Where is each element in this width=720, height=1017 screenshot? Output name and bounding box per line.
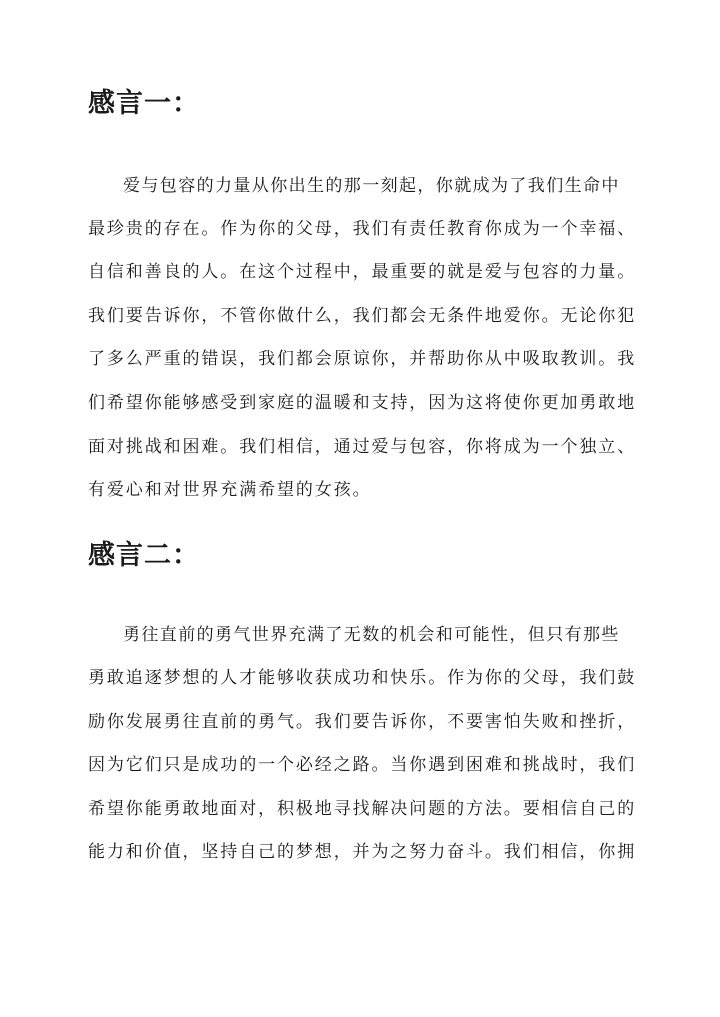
section-1-line-6: 们希望你能够感受到家庭的温暖和支持，因为这将使你更加勇敢地 bbox=[88, 393, 637, 413]
section-2-line-3: 励你发展勇往直前的勇气。我们要告诉你，不要害怕失败和挫折， bbox=[88, 712, 637, 732]
section-1-line-1: 爱与包容的力量从你出生的那一刻起，你就成为了我们生命中 bbox=[123, 176, 620, 196]
section-2-line-6: 能力和价值，坚持自己的梦想，并为之努力奋斗。我们相信，你拥 bbox=[88, 842, 637, 862]
section-2-line-4: 因为它们只是成功的一个必经之路。当你遇到困难和挑战时，我们 bbox=[88, 755, 637, 775]
section-2-line-2: 勇敢追逐梦想的人才能够收获成功和快乐。作为你的父母，我们鼓 bbox=[88, 668, 637, 688]
section-1-line-7: 面对挑战和困难。我们相信，通过爱与包容，你将成为一个独立、 bbox=[88, 437, 637, 457]
section-2-line-5: 希望你能勇敢地面对，积极地寻找解决问题的方法。要相信自己的 bbox=[88, 799, 637, 819]
section-1-heading: 感言一： bbox=[88, 88, 200, 119]
section-1-line-2: 最珍贵的存在。作为你的父母，我们有责任教育你成为一个幸福、 bbox=[88, 219, 637, 239]
section-1-line-4: 我们要告诉你，不管你做什么，我们都会无条件地爱你。无论你犯 bbox=[88, 306, 637, 326]
section-1-line-3: 自信和善良的人。在这个过程中，最重要的就是爱与包容的力量。 bbox=[88, 262, 637, 282]
section-2-line-1: 勇往直前的勇气世界充满了无数的机会和可能性，但只有那些 bbox=[123, 625, 620, 645]
section-1-line-8: 有爱心和对世界充满希望的女孩。 bbox=[88, 480, 372, 500]
section-2-heading: 感言二： bbox=[88, 540, 200, 571]
section-1-line-5: 了多么严重的错误，我们都会原谅你，并帮助你从中吸取教训。我 bbox=[88, 349, 637, 369]
